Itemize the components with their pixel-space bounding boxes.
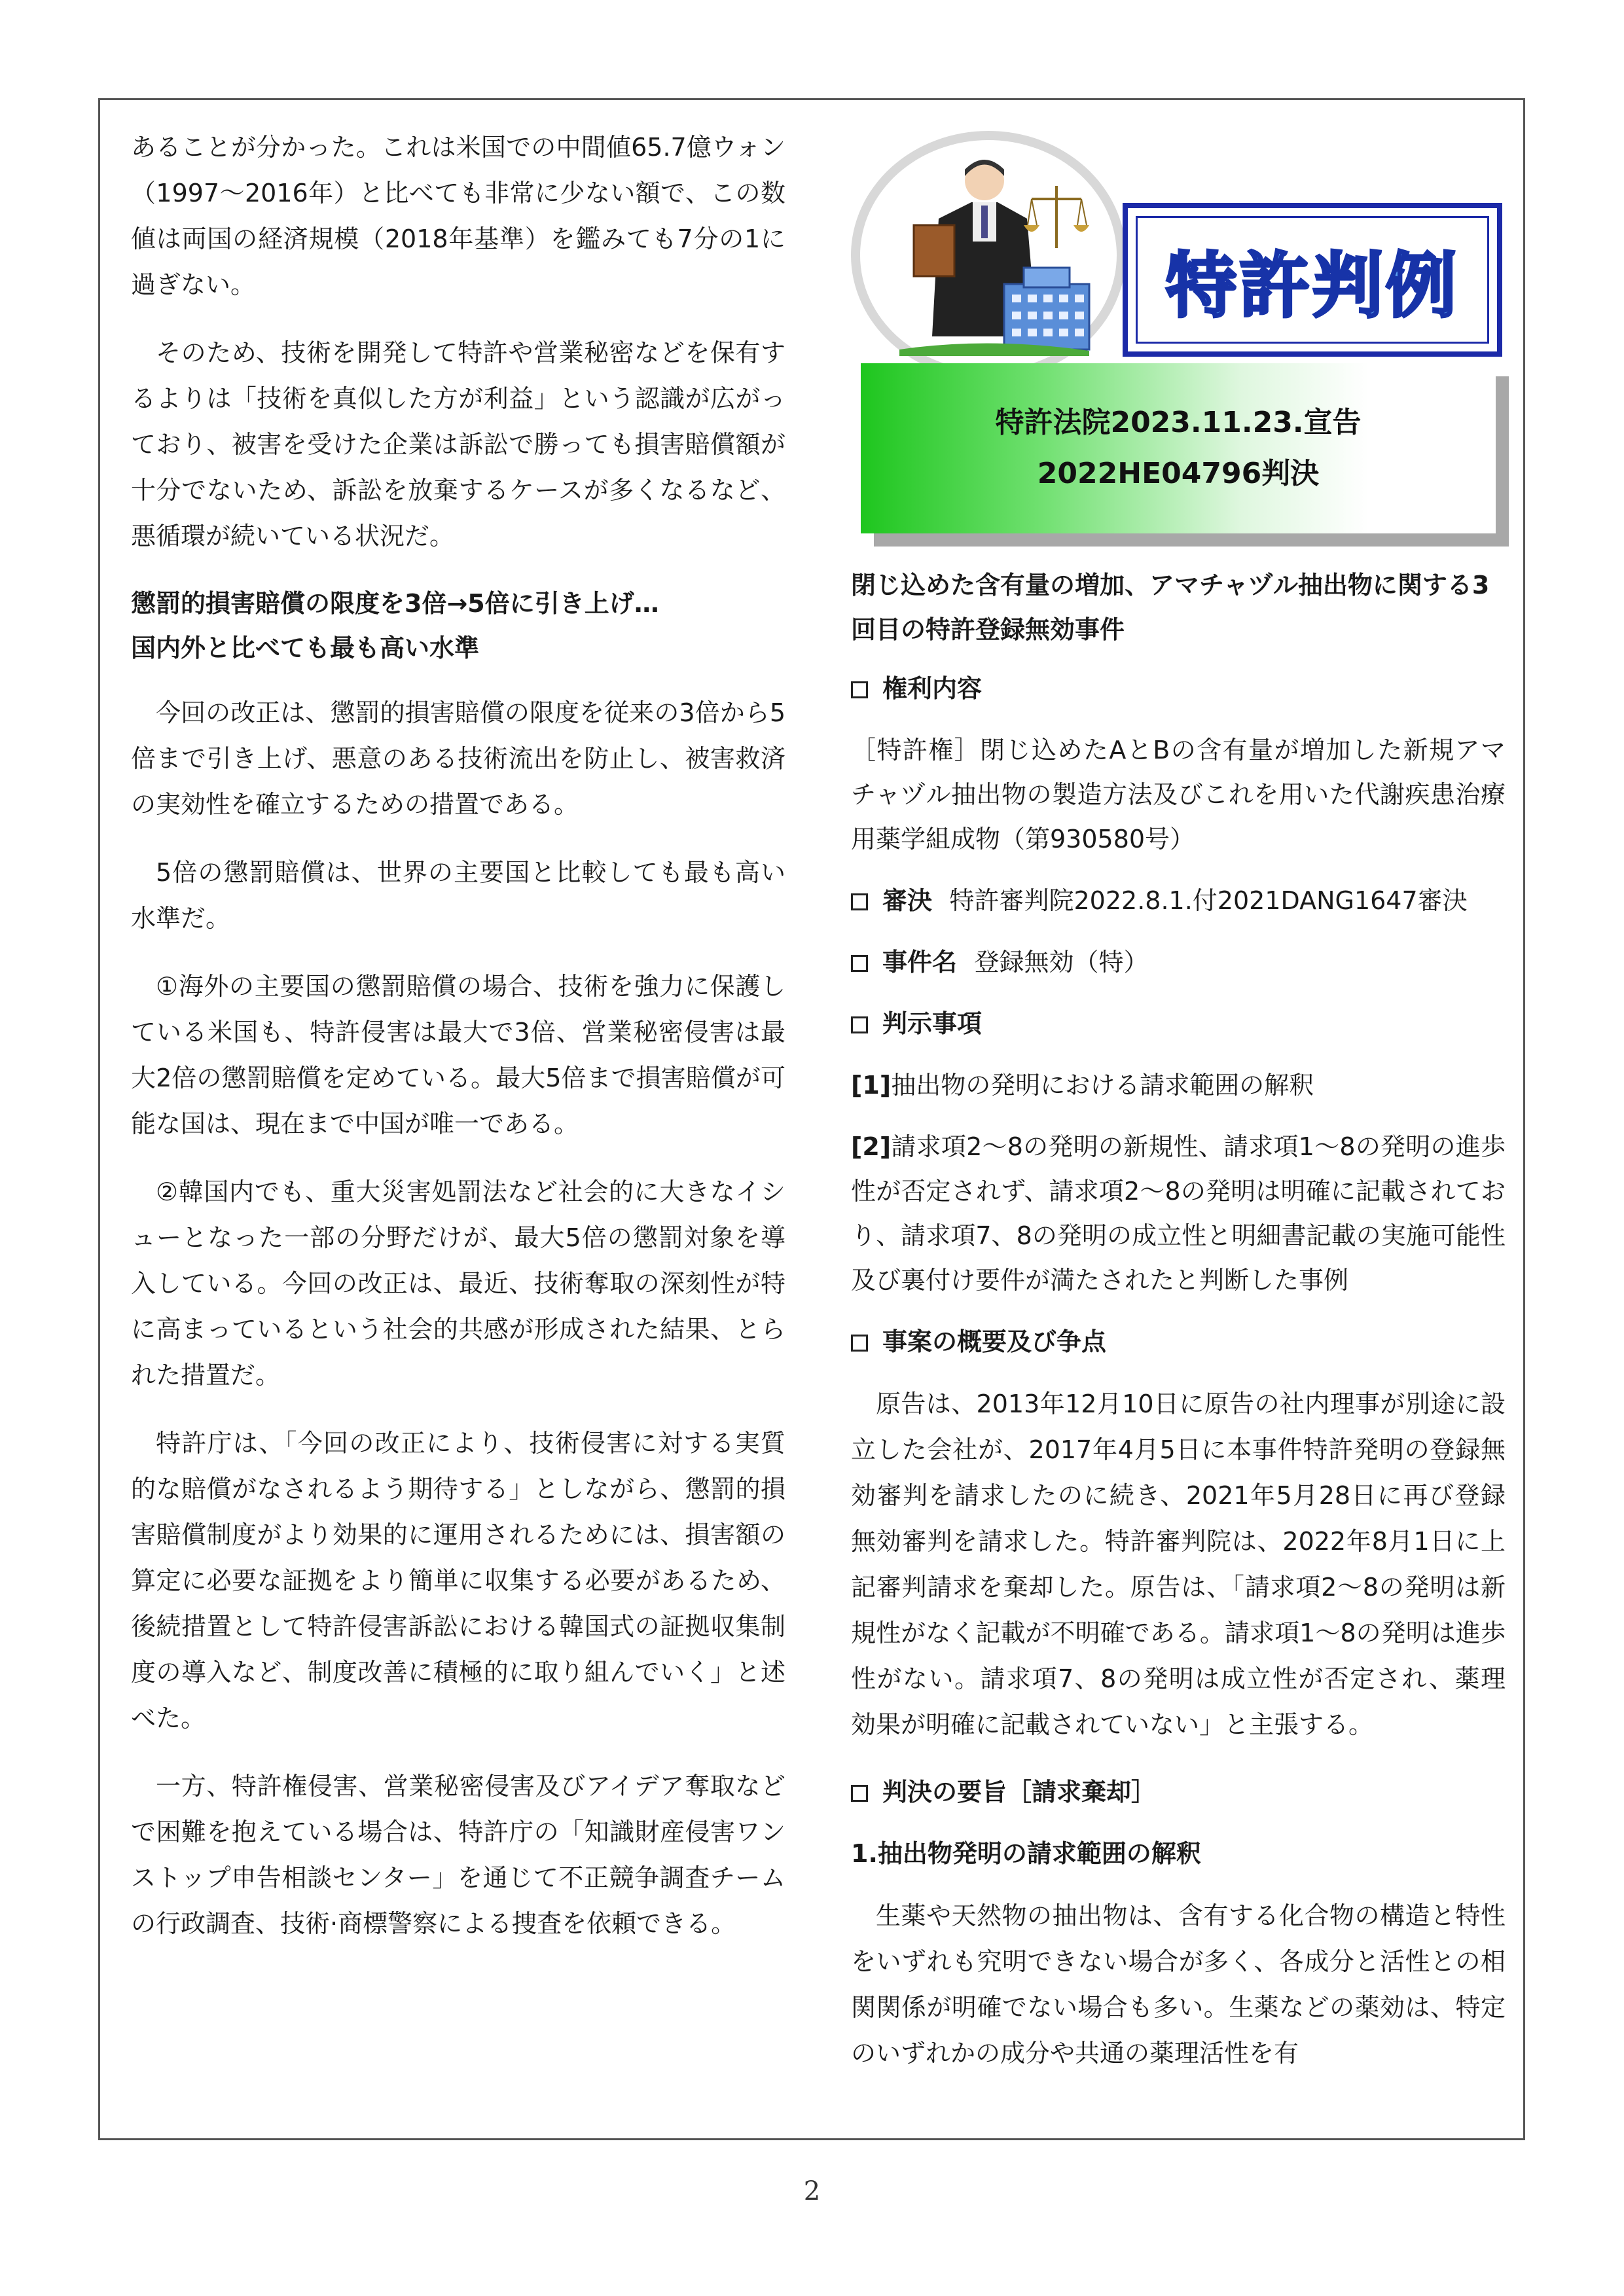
rights-text: ［特許権］閉じ込めたAとBの含有量が増加した新規アマチャヅル抽出物の製造方法及びこれを用いた代謝疾患治療用薬学組成物（第930580号） xyxy=(851,736,1506,853)
paragraph: ②韓国内でも、重大災害処罰法など社会的に大きなイシューとなった一部の分野だけが、最大5倍の懲罰対象を導入している。今回の改正は、最近、技術奪取の深刻性が特に高まっているという社会的共感が形成された結果、とられた措置だ。 xyxy=(131,1177,785,1390)
overview-text: 原告は、2013年12月10日に原告の社内理事が別途に設立した会社が、2017年4月5日に本事件特許発明の登録無効審判を請求したのに続き、2021年5月28日に再び登録無効審判を請求した。特許審判院は、2022年8月1日に上記審判請求を棄却した。原告は、「請求項2～8の発明は新規性がなく記載が不明確である。請求項1～8の発明は進歩性がない。請求項7、8の発明は成立性が否定され、薬理効果が明確に記載されていない」と主張する。 xyxy=(851,1390,1506,1739)
judge-illustration xyxy=(851,131,1126,380)
issue-1 xyxy=(851,1063,1506,1107)
checkbox-square-icon xyxy=(851,893,868,910)
section-heading-line1: 懲罰的損害賠償の限度を3倍→5倍に引き上げ… xyxy=(131,589,659,618)
paragraph: 特許庁は、「今回の改正により、技術侵害に対する実質的な賠償がなされるよう期待する」としながら、懲罰的損害賠償制度がより効果的に運用されるためには、損害額の算定に必要な証拠をより簡単に収集する必要があるため、後続措置として特許侵害訴訟における韓国式の証拠収集制度の導入など、制度改善に積極的に取り組んでいく」と述べた。 xyxy=(131,1429,785,1732)
issue-2 xyxy=(851,1124,1506,1302)
case-name-text: 登録無効（特） xyxy=(974,948,1149,977)
page-number: 2 xyxy=(803,2176,821,2206)
case-banner xyxy=(861,363,1496,533)
paragraph: あることが分かった。これは米国での中間値65.7億ウォン（1997～2016年）と比べても非常に少ない額で、この数値は両国の経済規模（2018年基準）を鑑みても7分の1に過ぎない。 xyxy=(131,133,785,299)
section-label: 事案の概要及び争点 xyxy=(882,1327,1107,1356)
checkbox-square-icon xyxy=(851,1785,868,1802)
section-heading xyxy=(131,581,785,670)
section-heading-line2: 国内外と比べても最も高い水準 xyxy=(131,634,480,662)
issue-number: [2] xyxy=(851,1132,892,1161)
section-title: 特許判例 xyxy=(1165,245,1459,327)
section-label: 審決 xyxy=(882,886,933,915)
judge-building-icon xyxy=(860,140,1117,370)
section-issues xyxy=(851,1001,1506,1046)
checkbox-square-icon xyxy=(851,1016,868,1033)
section-case-name xyxy=(851,940,1506,984)
paragraph: そのため、技術を開発して特許や営業秘密などを保有するよりは「技術を真似した方が利益」という認識が広がっており、被害を受けた企業は訴訟で勝っても損害賠償額が十分でないため、訴訟を放棄するケースが多くなるなど、悪循環が続いている状況だ。 xyxy=(131,338,785,550)
section-label: 判決の要旨［請求棄却］ xyxy=(882,1778,1157,1806)
issue-text: 請求項2～8の発明の新規性、請求項1～8の発明の進歩性が否定されず、請求項2～8の発明は明確に記載されており、請求項7、8の発明の成立性と明細書記載の実施可能性及び裏付け要件が満たされたと判断した事例 xyxy=(851,1132,1506,1295)
case-title: 閉じ込めた含有量の増加、アマチャヅル抽出物に関する3回目の特許登録無効事件 xyxy=(851,571,1490,644)
right-column xyxy=(851,563,1506,2098)
paragraph: 5倍の懲罰賠償は、世界の主要国と比較しても最も高い水準だ。 xyxy=(131,858,785,933)
issue-number: [1] xyxy=(851,1071,892,1100)
banner-case-number: 2022HE04796判決 xyxy=(1037,457,1320,490)
checkbox-square-icon xyxy=(851,955,868,972)
title-box xyxy=(1123,203,1502,357)
paragraph: ①海外の主要国の懲罰賠償の場合、技術を強力に保護している米国も、特許侵害は最大で3倍、営業秘密侵害は最大2倍の懲罰賠償を定めている。最大5倍まで損害賠償が可能な国は、現在まで中国が唯一である。 xyxy=(131,972,785,1138)
issue-text: 抽出物の発明における請求範囲の解釈 xyxy=(891,1071,1314,1100)
trial-text: 特許審判院2022.8.1.付2021DANG1647審決 xyxy=(949,886,1468,915)
section-trial xyxy=(851,878,1506,923)
section-ruling xyxy=(851,1770,1506,1814)
paragraph: 今回の改正は、懲罰的損害賠償の限度を従来の3倍から5倍まで引き上げ、悪意のある技術流出を防止し、被害救済の実効性を確立するための措置である。 xyxy=(131,698,785,819)
banner-date: 特許法院2023.11.23.宣告 xyxy=(995,406,1362,439)
ruling-subheading: 1.抽出物発明の請求範囲の解釈 xyxy=(851,1839,1201,1868)
checkbox-square-icon xyxy=(851,1335,868,1352)
ruling-text: 生薬や天然物の抽出物は、含有する化合物の構造と特性をいずれも究明できない場合が多く、各成分と活性との相関関係が明確でない場合も多い。生薬などの薬効は、特定のいずれかの成分や共通の薬理活性を有 xyxy=(851,1901,1506,2068)
left-column xyxy=(131,124,785,1969)
checkbox-square-icon xyxy=(851,681,868,698)
section-label: 事件名 xyxy=(882,948,958,977)
section-overview xyxy=(851,1319,1506,1364)
section-label: 権利内容 xyxy=(882,674,983,703)
section-label: 判示事項 xyxy=(882,1009,983,1038)
paragraph: 一方、特許権侵害、営業秘密侵害及びアイデア奪取などで困難を抱えている場合は、特許庁の「知識財産侵害ワンストップ申告相談センター」を通じて不正競争調査チームの行政調査、技術·商標警察による捜査を依頼できる。 xyxy=(131,1772,785,1938)
section-rights xyxy=(851,666,1506,711)
